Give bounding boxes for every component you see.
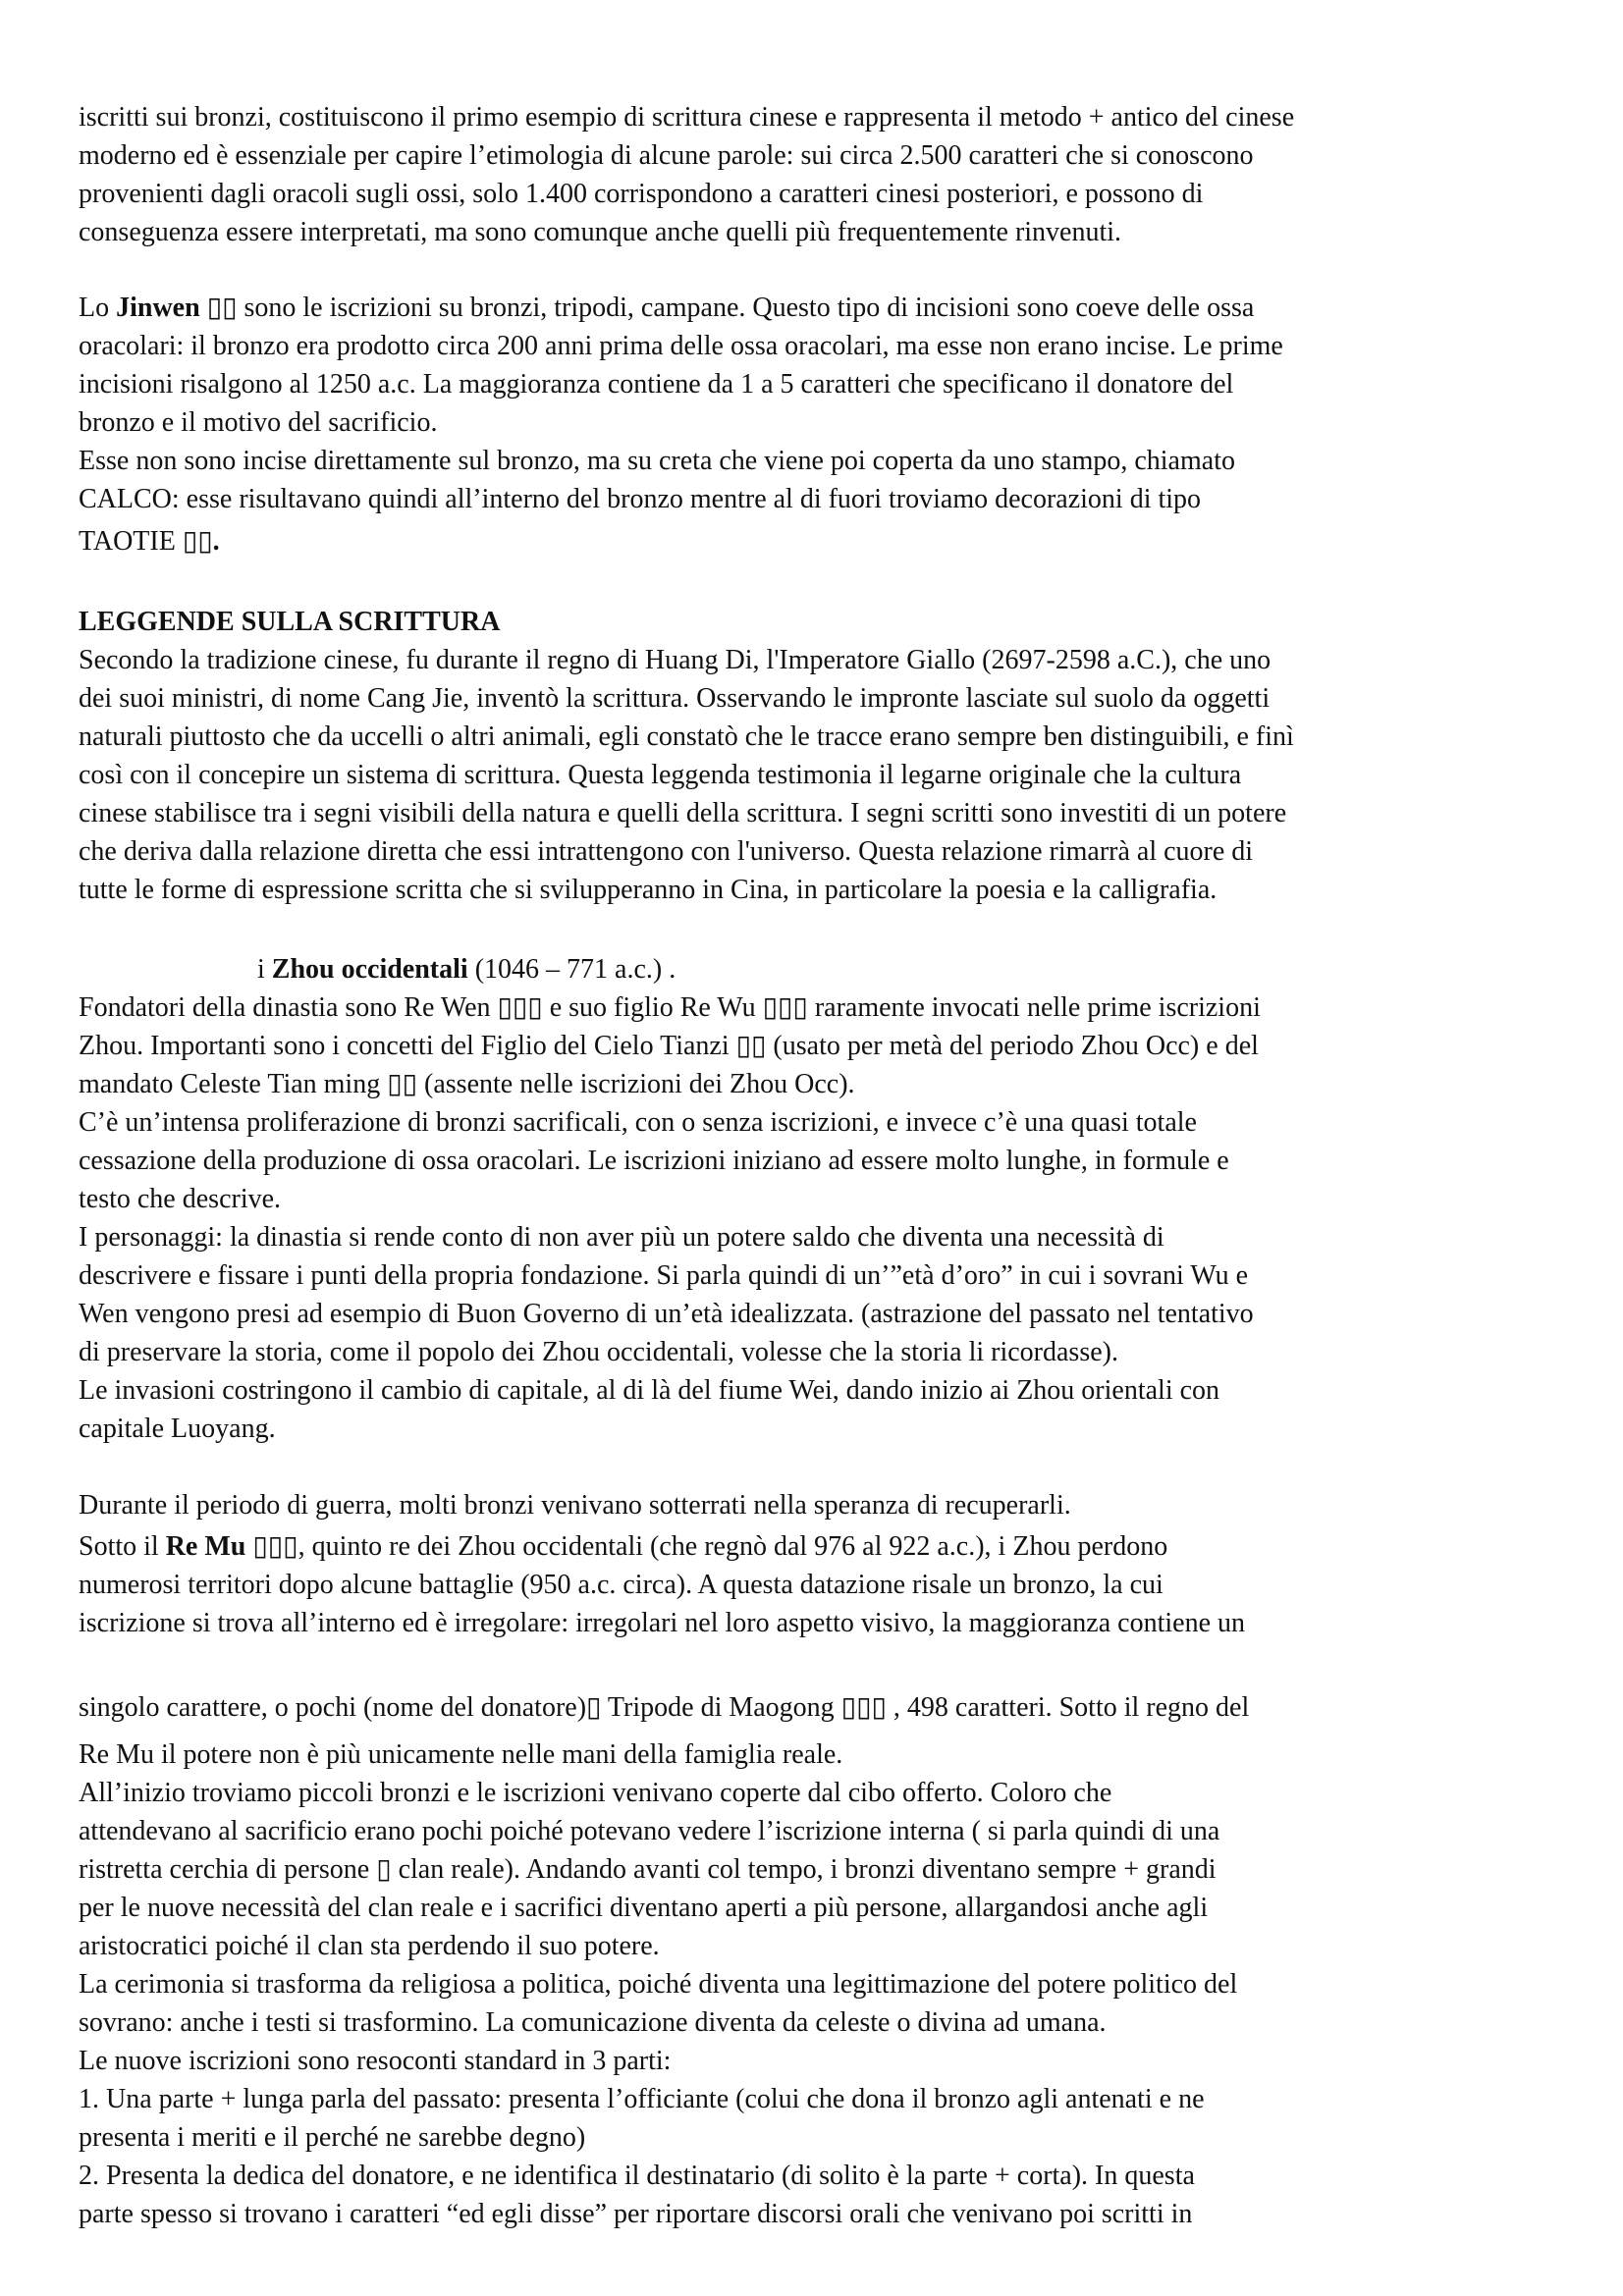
text-line: [79, 1533, 1167, 1561]
text-line: iscritti sui bronzi, costituiscono il primo esempio di scrittura cinese e rappresenta il metodo + antico del cinese: [79, 102, 1295, 133]
text-run: ▯▯▯, quinto re dei Zhou occidentali (che regnò dal 976 al 922 a.c.), i Zhou perdono: [245, 1531, 1168, 1562]
text-line: La cerimonia si trasforma da religiosa a politica, poiché diventa una legittimazione del potere politico del: [79, 1969, 1238, 2000]
text-run: Lo: [79, 293, 117, 323]
text-line: bronzo e il motivo del sacrificio.: [79, 407, 438, 438]
text-line: cessazione della produzione di ossa oracolari. Le iscrizioni iniziano ad essere molto lunghe, in formule e: [79, 1146, 1229, 1176]
text-line: aristocratici poiché il clan sta perdendo il suo potere.: [79, 1931, 660, 1961]
heading-leggende: LEGGENDE SULLA SCRITTURA: [79, 607, 501, 637]
text-line: iscrizione si trova all’interno ed è irregolare: irregolari nel loro aspetto visivo, la maggioranza contiene un: [79, 1608, 1246, 1638]
text-line: All’inizio troviamo piccoli bronzi e le iscrizioni venivano coperte dal cibo offerto. Coloro che: [79, 1778, 1112, 1808]
text-line: Re Mu il potere non è più unicamente nelle mani della famiglia reale.: [79, 1739, 843, 1770]
text-line: Secondo la tradizione cinese, fu durante il regno di Huang Di, l'Imperatore Giallo (2697-2598 a.C.), che uno: [79, 645, 1271, 675]
text-line: che deriva dalla relazione diretta che essi intrattengono con l'universo. Questa relazione rimarrà al cuore di: [79, 836, 1254, 867]
text-line: Fondatori della dinastia sono Re Wen ▯▯▯ e suo figlio Re Wu ▯▯▯ raramente invocati nelle prime iscrizioni: [79, 992, 1261, 1023]
text-line: C’è un’intensa proliferazione di bronzi sacrificali, con o senza iscrizioni, e invece c’è una quasi totale: [79, 1107, 1197, 1138]
text-line: attendevano al sacrificio erano pochi poiché potevano vedere l’iscrizione interna ( si parla quindi di una: [79, 1816, 1220, 1846]
text-line: così con il concepire un sistema di scrittura. Questa leggenda testimonia il legarne originale che la cultura: [79, 760, 1242, 790]
text-line: [79, 528, 220, 556]
text-run: .: [212, 526, 220, 557]
section-heading: [257, 956, 676, 984]
text-line: descrivere e fissare i punti della propria fondazione. Si parla quindi di un’”età d’oro” in cui i sovrani Wu e: [79, 1260, 1249, 1291]
text-line: 1. Una parte + lunga parla del passato: presenta l’officiante (colui che dona il bronzo agli antenati e ne: [79, 2084, 1205, 2114]
text-line: sovrano: anche i testi si trasformino. La comunicazione diventa da celeste o divina ad umana.: [79, 2007, 1107, 2038]
text-run: ▯▯ sono le iscrizioni su bronzi, tripodi, campane. Questo tipo di incisioni sono coeve delle ossa: [199, 293, 1255, 323]
text-line: per le nuove necessità del clan reale e i sacrifici diventano aperti a più persone, allargandosi anche agli: [79, 1893, 1209, 1923]
text-run: (1046 – 771 a.c.) .: [467, 954, 676, 985]
text-run: i: [257, 954, 272, 985]
text-line: singolo carattere, o pochi (nome del donatore)▯ Tripode di Maogong ▯▯▯ , 498 caratteri. Sotto il regno del: [79, 1692, 1250, 1723]
text-line: ristretta cerchia di persone ▯ clan reale). Andando avanti col tempo, i bronzi diventano sempre + grandi: [79, 1854, 1217, 1885]
text-line: 2. Presenta la dedica del donatore, e ne identifica il destinatario (di solito è la parte + corta). In questa: [79, 2161, 1195, 2191]
text-line: dei suoi ministri, di nome Cang Jie, inventò la scrittura. Osservando le impronte lasciate sul suolo da oggetti: [79, 683, 1271, 714]
text-line: numerosi territori dopo alcune battaglie (950 a.c. circa). A questa datazione risale un bronzo, la cui: [79, 1570, 1163, 1600]
text-line: naturali piuttosto che da uccelli o altri animali, egli constatò che le tracce erano sempre ben distinguibili, e finì: [79, 721, 1294, 752]
term-jinwen: Jinwen: [116, 293, 200, 323]
text-line: testo che descrive.: [79, 1184, 282, 1214]
text-line: Durante il periodo di guerra, molti bronzi venivano sotterrati nella speranza di recuperarli.: [79, 1490, 1071, 1521]
text-line: [79, 294, 1254, 322]
text-line: Wen vengono presi ad esempio di Buon Governo di un’età idealizzata. (astrazione del passato nel tentativo: [79, 1299, 1254, 1329]
text-line: conseguenza essere interpretati, ma sono comunque anche quelli più frequentemente rinvenuti.: [79, 217, 1122, 247]
text-line: oracolari: il bronzo era prodotto circa 200 anni prima delle ossa oracolari, ma esse non erano incise. Le prime: [79, 331, 1283, 361]
text-line: mandato Celeste Tian ming ▯▯ (assente nelle iscrizioni dei Zhou Occ).: [79, 1069, 855, 1099]
text-run: Sotto il: [79, 1531, 166, 1562]
text-run: TAOTIE ▯▯: [79, 526, 213, 557]
text-line: Zhou. Importanti sono i concetti del Figlio del Cielo Tianzi ▯▯ (usato per metà del periodo Zhou Occ) e del: [79, 1031, 1259, 1061]
text-line: CALCO: esse risultavano quindi all’interno del bronzo mentre al di fuori troviamo decorazioni di tipo: [79, 484, 1202, 514]
text-line: Le invasioni costringono il cambio di capitale, al di là del fiume Wei, dando inizio ai Zhou orientali con: [79, 1375, 1220, 1406]
text-line: tutte le forme di espressione scritta che si svilupperanno in Cina, in particolare la poesia e la calligrafia.: [79, 875, 1217, 905]
text-line: provenienti dagli oracoli sugli ossi, solo 1.400 corrispondono a caratteri cinesi posteriori, e possono di: [79, 179, 1204, 209]
text-line: moderno ed è essenziale per capire l’etimologia di alcune parole: sui circa 2.500 caratteri che si conoscono: [79, 140, 1254, 171]
text-line: capitale Luoyang.: [79, 1414, 276, 1444]
text-line: I personaggi: la dinastia si rende conto di non aver più un potere saldo che diventa una necessità di: [79, 1222, 1164, 1253]
text-line: Esse non sono incise direttamente sul bronzo, ma su creta che viene poi coperta da uno stampo, chiamato: [79, 446, 1235, 476]
heading-zhou-occidentali: Zhou occidentali: [271, 954, 468, 985]
text-line: parte spesso si trovano i caratteri “ed egli disse” per riportare discorsi orali che venivano poi scritti in: [79, 2199, 1193, 2229]
section-heading: [79, 609, 500, 636]
text-line: presenta i meriti e il perché ne sarebbe degno): [79, 2122, 586, 2153]
text-line: Le nuove iscrizioni sono resoconti standard in 3 parti:: [79, 2046, 672, 2076]
text-line: incisioni risalgono al 1250 a.c. La maggioranza contiene da 1 a 5 caratteri che specificano il donatore del: [79, 369, 1234, 400]
text-line: cinese stabilisce tra i segni visibili della natura e quelli della scrittura. I segni scritti sono investiti di un potere: [79, 798, 1287, 828]
term-re-mu: Re Mu: [165, 1531, 246, 1562]
text-line: di preservare la storia, come il popolo dei Zhou occidentali, volesse che la storia li ricordasse).: [79, 1337, 1118, 1367]
